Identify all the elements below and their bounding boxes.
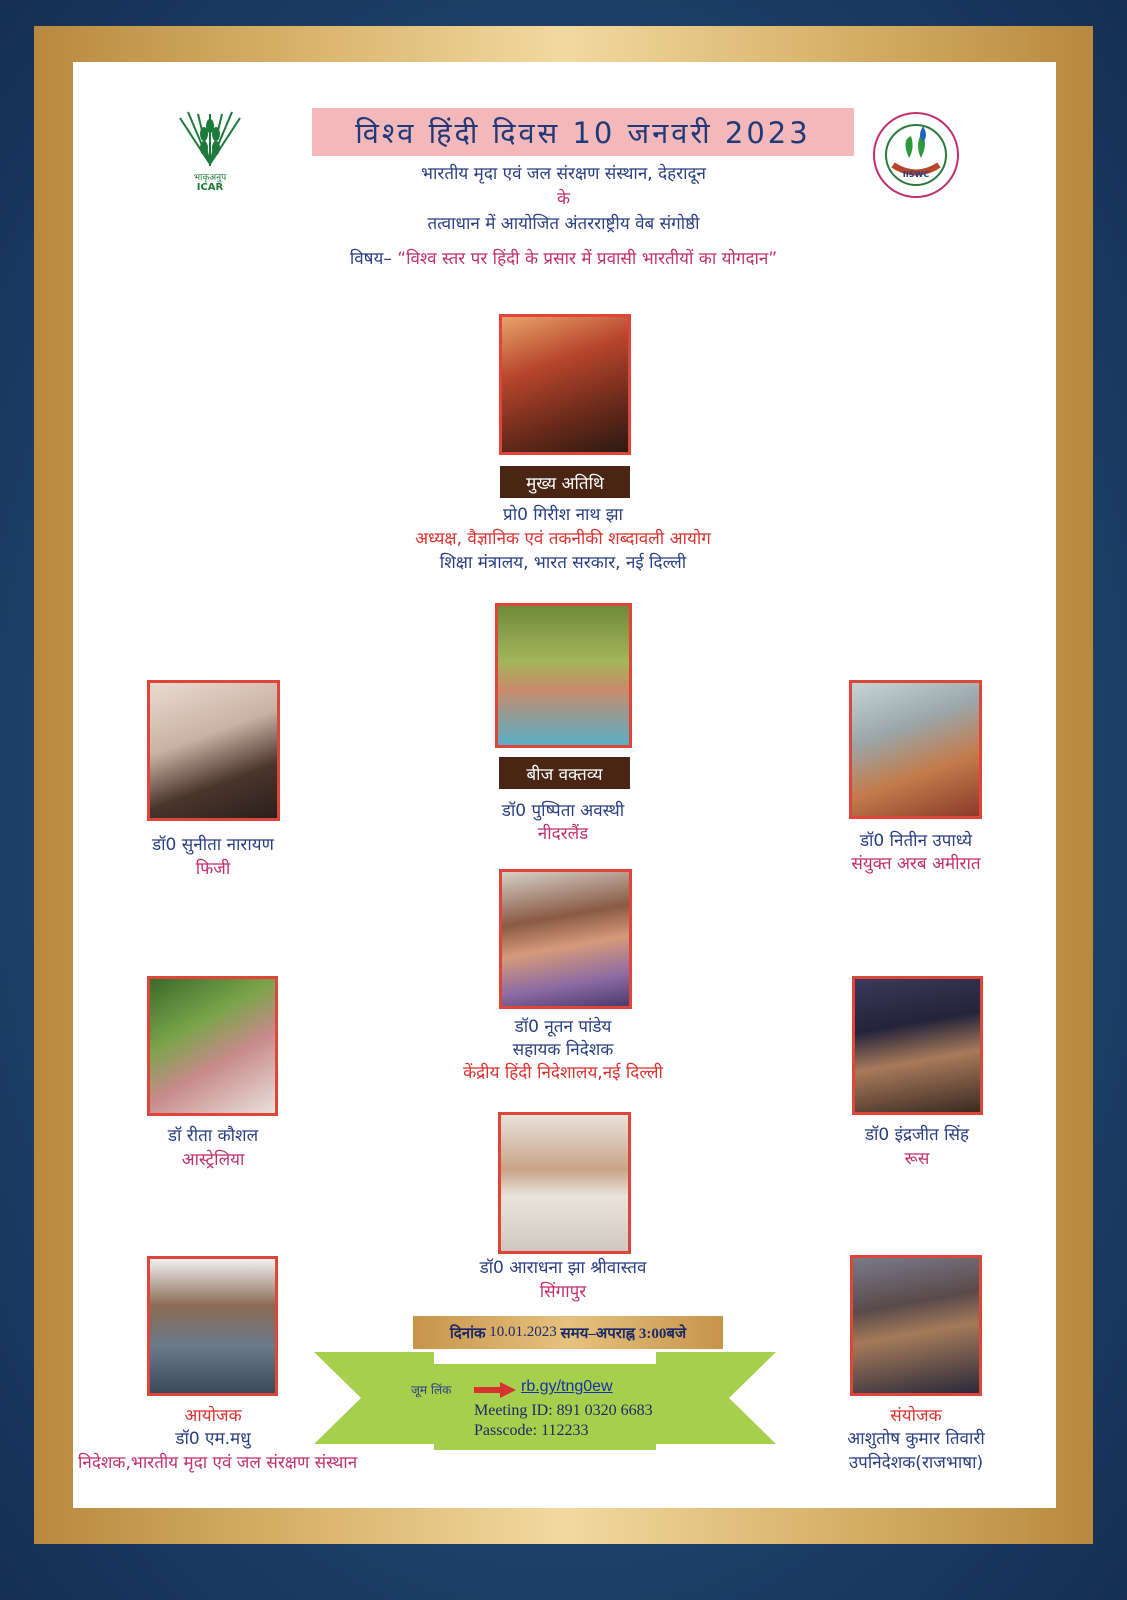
arrow-right-icon [474,1382,516,1398]
iiswc-logo-text: IISWC [902,170,930,179]
nitin-place: संयुक्त अरब अमीरात [851,854,981,874]
keynote-place: नीदरलैंड [537,824,589,844]
aradhana-place: सिंगापुर [539,1282,587,1302]
chief-guest-place: शिक्षा मंत्रालय, भारत सरकार, नई दिल्ली [439,553,687,573]
date-value: 10.01.2023 [489,1324,557,1340]
organizer-designation: निदेशक,भारतीय मृदा एवं जल संरक्षण संस्थान [78,1453,358,1473]
webinar-line: तत्वाधान में आयोजित अंतरराष्ट्रीय वेब संगोष्ठी [427,214,700,234]
chief-guest-photo [499,314,631,455]
time-value: 3:00बजे [638,1325,687,1342]
organizer-name: डॉ0 एम.मधु [175,1429,251,1449]
topic-prefix: विषय– [349,249,392,269]
icar-logo-text-hindi: भाकृअनुप [193,173,227,183]
sunita-photo [147,680,280,821]
passcode: Passcode: 112233 [474,1422,589,1439]
topic-line [0,246,1127,269]
convener-designation: उपनिदेशक(राजभाषा) [848,1453,984,1473]
aradhana-name: डॉ0 आराधना झा श्रीवास्तव [479,1258,647,1278]
event-title: विश्व हिंदी दिवस 10 जनवरी 2023 [312,108,854,156]
keynote-photo [495,603,632,748]
convener-name: आशुतोष कुमार तिवारी [847,1429,985,1449]
institute-line: भारतीय मृदा एवं जल संरक्षण संस्थान, देहरादून [421,164,706,184]
rita-name: डॉ रीता कौशल [167,1126,259,1146]
date-time-bar [413,1316,723,1349]
rita-place: आस्ट्रेलिया [181,1150,245,1170]
sunita-place: फिजी [195,859,231,879]
icar-logo-text: ICAR [196,182,224,193]
organizer-photo [147,1256,278,1396]
nitin-photo [849,680,982,819]
meeting-id: Meeting ID: 891 0320 6683 [474,1402,653,1419]
convener-photo [850,1255,982,1396]
inderjeet-photo [852,976,983,1115]
topic-text: “विश्व स्तर पर हिंदी के प्रसार में प्रवासी भारतीयों का योगदान” [397,249,778,269]
nitin-name: डॉ0 नितीन उपाध्ये [859,831,973,851]
rita-photo [147,976,278,1116]
time-label: समय–अपराह्न [560,1325,636,1342]
chief-guest-name: प्रो0 गिरीश नाथ झा [503,505,623,525]
zoom-link[interactable]: rb.gy/tng0ew [521,1378,613,1395]
sunita-name: डॉ0 सुनीता नारायण [152,835,274,855]
zoom-label: जूम लिंक [411,1383,452,1397]
inderjeet-name: डॉ0 इंद्रजीत सिंह [864,1125,970,1145]
keynote-label: बीज वक्तव्य [499,757,630,789]
aradhana-photo [498,1112,631,1254]
chief-guest-label: मुख्य अतिथि [500,466,630,498]
nutan-name: डॉ0 नूतन पांडेय [514,1017,612,1037]
organizer-label: आयोजक [184,1406,242,1426]
keynote-name: डॉ0 पुष्पिता अवस्थी [501,801,625,821]
nutan-photo [499,869,632,1009]
inderjeet-place: रूस [904,1149,930,1169]
ke-line: के [556,189,571,209]
date-label: दिनांक [449,1325,486,1342]
meeting-banner [314,1352,776,1450]
convener-label: संयोजक [890,1406,942,1426]
chief-guest-designation: अध्यक्ष, वैज्ञानिक एवं तकनीकी शब्दावली आयोग [415,529,711,549]
nutan-place: केंद्रीय हिंदी निदेशालय,नई दिल्ली [463,1063,663,1083]
nutan-role: सहायक निदेशक [512,1040,614,1060]
